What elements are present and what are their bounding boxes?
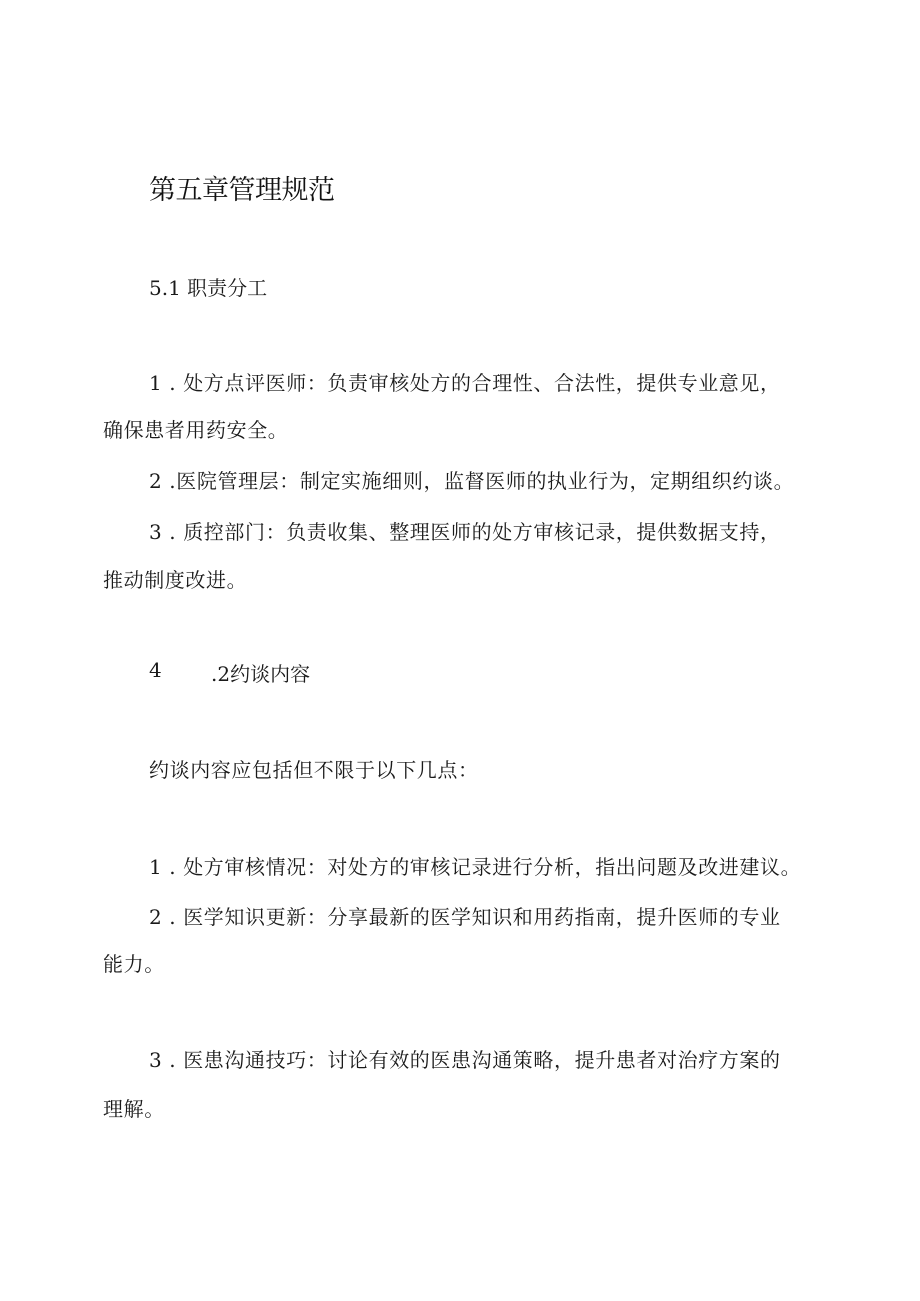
section-4-2-intro: 约谈内容应包括但不限于以下几点： xyxy=(149,758,479,782)
talk-item-1-line-1: 1 . 处方审核情况：对处方的审核记录进行分析，指出问题及改进建议。 xyxy=(149,855,802,879)
talk-item-2-line-1: 2 . 医学知识更新：分享最新的医学知识和用药指南，提升医师的专业 xyxy=(149,905,781,929)
duty-item-3-line-1: 3 . 质控部门：负责收集、整理医师的处方审核记录，提供数据支持， xyxy=(149,520,781,544)
talk-item-3-line-1: 3 . 医患沟通技巧：讨论有效的医患沟通策略，提升患者对治疗方案的 xyxy=(149,1048,781,1072)
chapter-title: 第五章管理规范 xyxy=(149,175,335,206)
duty-item-1-line-2: 确保患者用药安全。 xyxy=(103,418,289,442)
duty-item-1-line-1: 1 . 处方点评医师：负责审核处方的合理性、合法性，提供专业意见， xyxy=(149,371,781,395)
duty-item-3-line-2: 推动制度改进。 xyxy=(103,568,248,592)
section-heading-4-2-number: 4 xyxy=(149,658,162,682)
talk-item-2-line-2: 能力。 xyxy=(103,952,165,976)
section-heading-4-2-title: .2约谈内容 xyxy=(211,662,311,686)
section-heading-5-1: 5.1 职责分工 xyxy=(149,276,268,300)
duty-item-2-line-1: 2 .医院管理层：制定实施细则，监督医师的执业行为，定期组织约谈。 xyxy=(149,469,795,493)
talk-item-3-line-2: 理解。 xyxy=(103,1097,165,1121)
